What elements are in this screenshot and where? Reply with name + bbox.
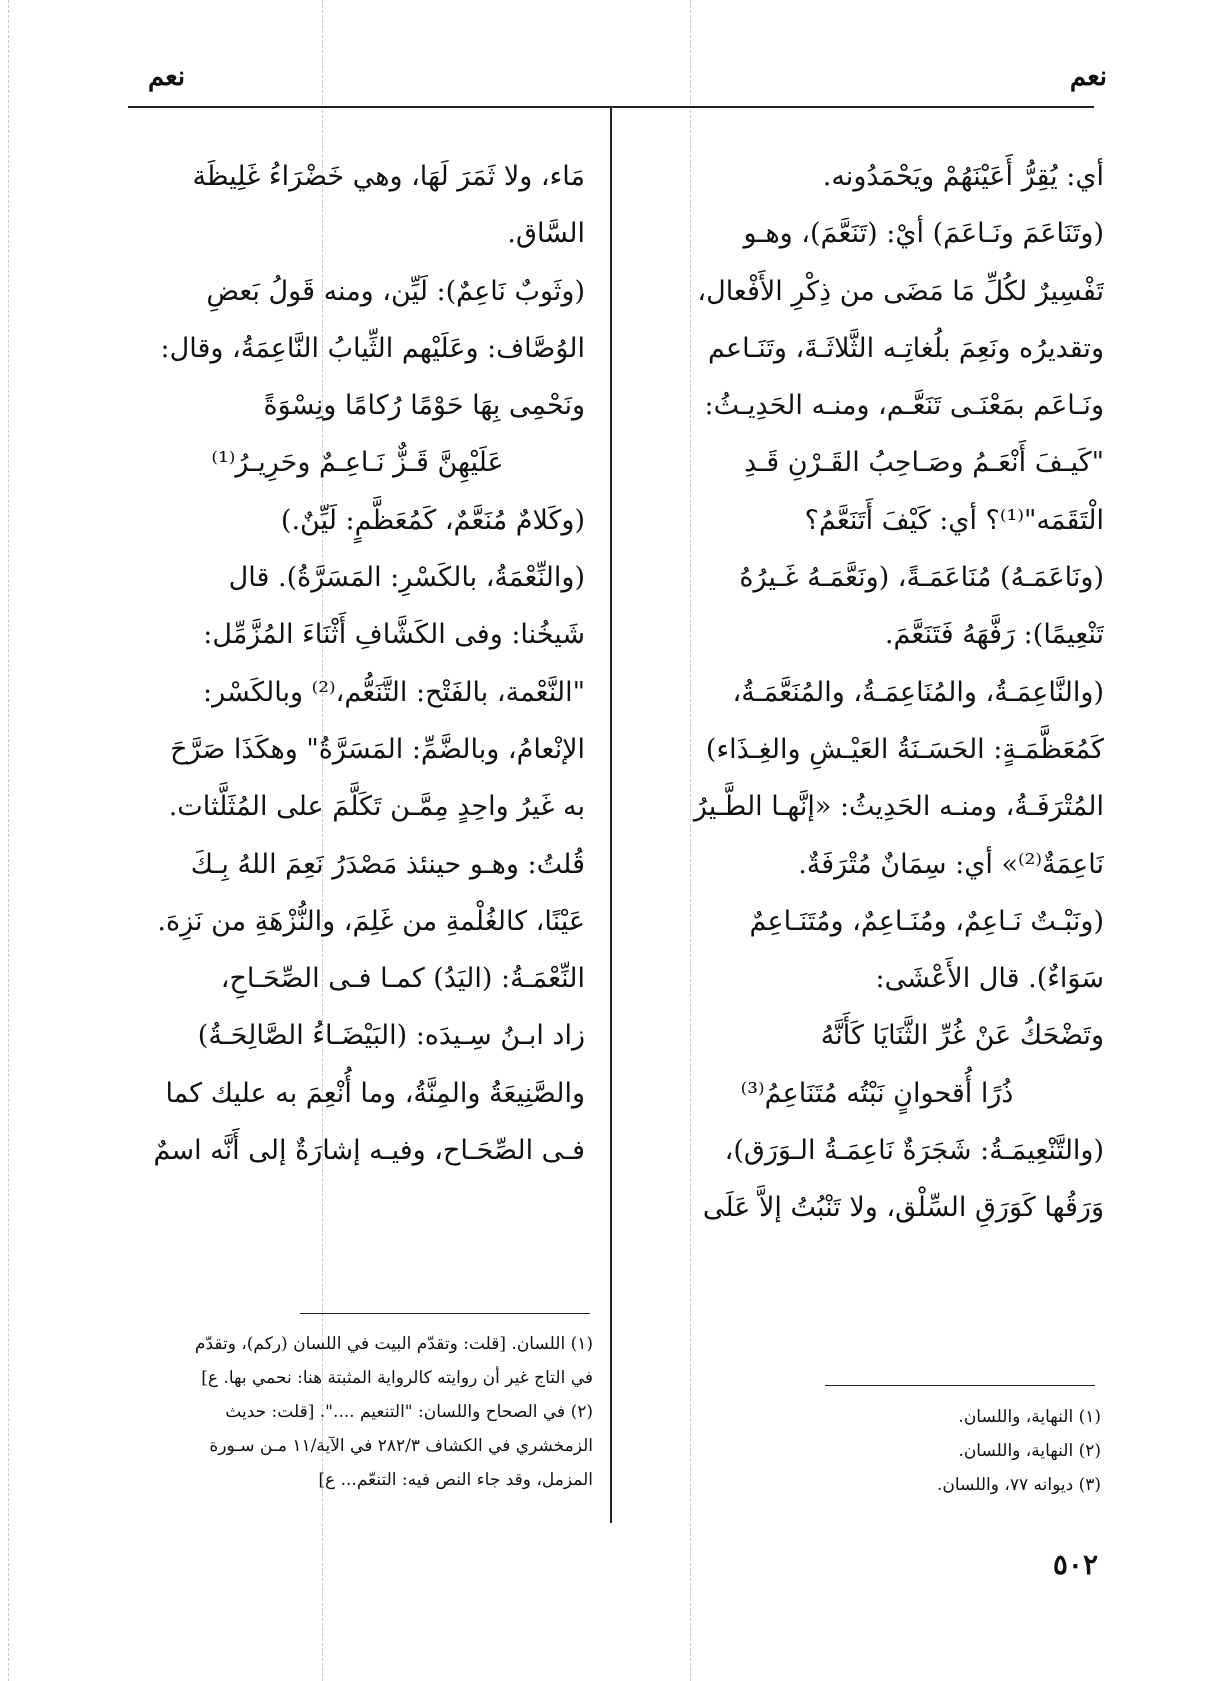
text-line: (ونَبْـتٌ نَـاعِمٌ، ومُنَـاعِمٌ، ومُتَنَـاعِمٌ bbox=[749, 905, 1104, 937]
text-line: وَرَقُها كَوَرَقِ السِّلْق، ولا تَنْبُتُ إلاَّ عَلَى bbox=[702, 1192, 1104, 1224]
text-line: فـى الصِّحَـاح، وفيـه إشارَةٌ إلى أَنَّه اسمٌ bbox=[153, 1135, 585, 1167]
text-line: السَّاق. bbox=[507, 218, 585, 250]
footnotes-left bbox=[130, 1327, 593, 1497]
text-line: الْتَقَمَه"⁽¹⁾؟ أي: كَيْفَ أَتَنَعَّمُ؟ bbox=[804, 504, 1104, 536]
footnotes-right bbox=[801, 1400, 1101, 1502]
text-line: (والنَّاعِمَـةُ، والمُنَاعِمَـةُ، والمُنَعَّمَـةُ، bbox=[732, 676, 1104, 708]
verse-line: ذُرًا أُقحوانٍ نَبْتُه مُتَنَاعِمُ⁽³⁾ bbox=[740, 1077, 1014, 1109]
text-line: (ونَاعَمَـهُ) مُنَاعَمَـةً، (ونَعَّمَـهُ غَـيرُهُ bbox=[739, 562, 1104, 594]
verse-line: عَلَيْهِنَّ قَـزٌّ نَـاعِـمٌ وحَرِيـرُ⁽¹⁾ bbox=[211, 447, 504, 479]
running-header-left: نعم bbox=[148, 62, 186, 92]
text-line: كَمُعَظَّمَـةٍ: الحَسَـنَةُ العَيْـشِ والغِـذَاء) bbox=[705, 733, 1104, 765]
text-line: أي: يُقِرُّ أَعَيْنَهُمْ ويَحْمَدُونه. bbox=[822, 161, 1104, 192]
text-line: به غَيرُ واحِدٍ مِمَّـن تَكَلَّمَ على المُثَلَّثات. bbox=[168, 791, 585, 823]
right-text-column bbox=[650, 148, 1104, 1237]
text-line: نَاعِمَةٌ⁽²⁾» أي: سِمَانٌ مُتْرَفَةٌ. bbox=[798, 848, 1104, 880]
text-line: النِّعْمَـةُ: (اليَدُ) كمـا فـى الصِّحَـاحِ، bbox=[220, 963, 585, 995]
text-line: تَنْعِيمًا): رَفَّهَهُ فَتَنَعَّمَ. bbox=[884, 619, 1104, 651]
text-line: وتقديرُه ونَعِمَ بلُغاتِـه الثَّلاثَـةَ، وتَنَـاعم bbox=[708, 332, 1104, 364]
text-line: (وكَلامٌ مُنَعَّمٌ، كَمُعَظَّمٍ: لَيِّنٌ.) bbox=[280, 504, 585, 536]
footnote-rule-left bbox=[300, 1313, 590, 1314]
text-line: سَوَاءٌ). قال الأَعْشَى: bbox=[875, 963, 1104, 995]
footnote-line: (١) اللسان. [قلت: وتقدّم البيت في اللسان (ركم)، وتقدّم bbox=[194, 1334, 593, 1354]
text-line: (والنِّعْمَةُ، بالكَسْرِ: المَسَرَّةُ). قال bbox=[228, 562, 585, 594]
page-number: ٥٠٢ bbox=[1052, 1548, 1098, 1581]
scan-guide-line bbox=[8, 0, 9, 1681]
text-line: مَاء، ولا ثَمَرَ لَهَا، وهي خَضْرَاءُ غَلِيظَة bbox=[192, 161, 585, 192]
left-text-column bbox=[130, 148, 585, 1179]
verse-line: وتَضْحَكُ عَنْ غُرِّ الثَّنَايَا كَأَنَّهُ bbox=[820, 1020, 1104, 1052]
footnote-line: (٢) النهاية، واللسان. bbox=[958, 1441, 1101, 1461]
text-line: زاد ابـنُ سِـيدَه: (البَيْضَـاءُ الصَّالِحَـةُ) bbox=[197, 1020, 585, 1052]
text-line: الإنْعامُ، وبالضَّمِّ: المَسَرَّةُ" وهكَذَا صَرَّحَ bbox=[170, 733, 585, 765]
footnote-line: المزمل، وقد جاء النص فيه: التنعّم... ع] bbox=[318, 1470, 593, 1490]
text-line: المُتْرَفَـةُ، ومنـه الحَدِيثُ: «إنَّهـا الطَّـيرُ bbox=[693, 791, 1104, 823]
footnote-line: الزمخشري في الكشاف ٢٨٢/٣ في الآية/١١ مـن سـورة bbox=[209, 1436, 593, 1456]
footnote-line: (١) النهاية، واللسان. bbox=[958, 1407, 1101, 1427]
text-line: عَيْنًا، كالغُلْمةِ من غَلِمَ، والنُّزْهَةِ من نَزِهَ. bbox=[157, 905, 585, 937]
column-divider bbox=[610, 108, 612, 1523]
footnote-line: (٢) في الصحاح واللسان: "التنعيم ....". [قلت: حديث bbox=[225, 1402, 593, 1422]
text-line: "النَّعْمة، بالفَتْح: التَّنَعُّم،⁽²⁾ وبالكَسْر: bbox=[203, 676, 585, 708]
text-line: (وتَنَاعَمَ ونَـاعَمَ) أيْ: (تَنَعَّمَ)، وهـو bbox=[743, 218, 1104, 250]
footnote-line: (٣) ديوانه ٧٧، واللسان. bbox=[936, 1475, 1101, 1495]
text-line: (والتَّنْعِيمَـةُ: شَجَرَةٌ نَاعِمَـةُ الـوَرَق)، bbox=[724, 1135, 1104, 1167]
running-header-right: نعم bbox=[1069, 62, 1107, 92]
text-line: ونَـاعَم بمَعْنَـى تَنَعَّـم، ومنـه الحَدِيـثُ: bbox=[704, 390, 1104, 422]
footnote-line: في التاج غير أن روايته كالرواية المثبتة هنا: نحمي بها. ع] bbox=[201, 1368, 593, 1388]
verse-line: ونَحْمِى بِهَا حَوْمًا رُكامًا ونِسْوَةً bbox=[263, 390, 585, 422]
text-line: الوُصَّاف: وعَلَيْهم الثِّيابُ النَّاعِمَةُ، وقال: bbox=[160, 332, 585, 364]
footnote-rule-right bbox=[825, 1385, 1095, 1386]
text-line: "كَيـفَ أَنْعَـمُ وصَـاحِبُ القَـرْنِ قَـدِ bbox=[744, 447, 1104, 479]
text-line: قُلتُ: وهـو حينئذ مَصْدَرُ نَعِمَ اللهُ بِـكَ bbox=[190, 848, 585, 880]
text-line: شَيخُنا: وفى الكَشَّافِ أَثْنَاءَ المُزَّمِّل: bbox=[203, 619, 585, 651]
text-line: تَفْسِيرٌ لكُلِّ مَا مَضَى من ذِكْرِ الأَفْعال، bbox=[697, 275, 1104, 307]
text-line: (وثَوبٌ نَاعِمٌ): لَيِّن، ومنه قَولُ بَعضِ bbox=[206, 275, 585, 307]
text-line: والصَّنِيعَةُ والمِنَّةُ، وما أُنْعِمَ به عليك كما bbox=[165, 1077, 585, 1109]
